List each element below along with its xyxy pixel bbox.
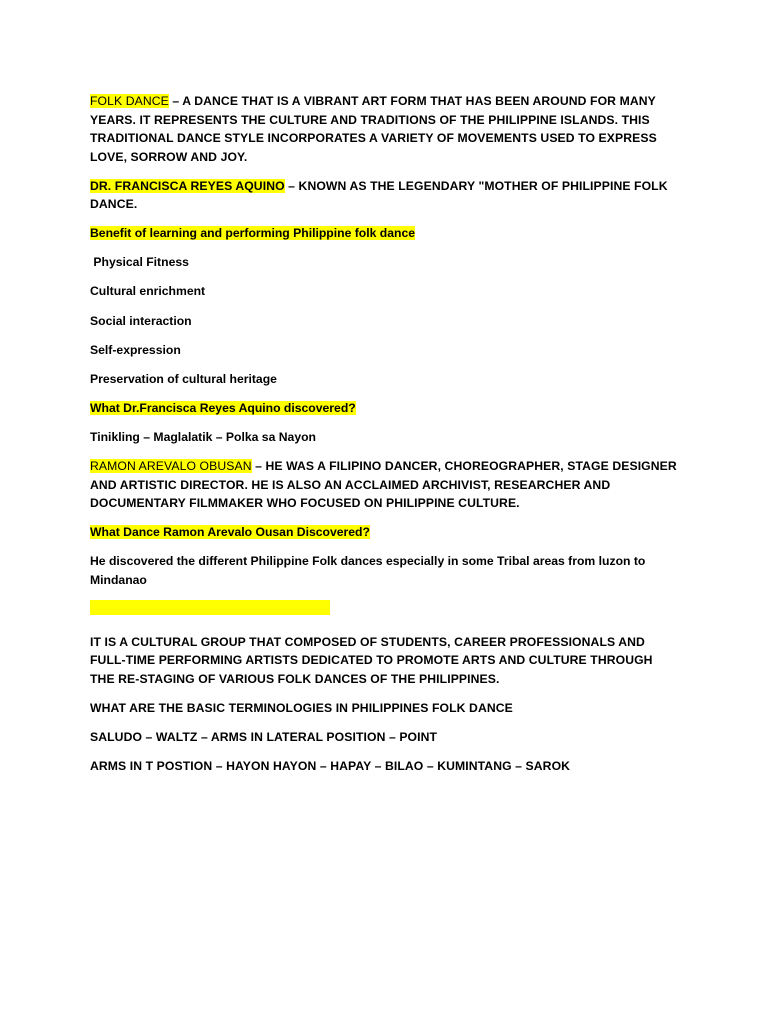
benefit-item: Social interaction xyxy=(90,313,192,328)
terminologies-heading: WHAT ARE THE BASIC TERMINOLOGIES IN PHILIPPINES FOLK DANCE xyxy=(90,700,513,715)
aquino-paragraph xyxy=(90,177,680,214)
obusan-paragraph xyxy=(90,457,680,513)
empty-highlight-bar xyxy=(90,600,330,615)
benefit-item: Preservation of cultural heritage xyxy=(90,372,277,387)
benefits-heading-line xyxy=(90,224,680,243)
obusan-definition: – HE WAS A FILIPINO DANCER, CHOREOGRAPHER, STAGE DESIGNER AND ARTISTIC DIRECTOR. HE IS ALSO AN ACCLAIMED ARCHIVIST, RESEARCHER AND DOCUMENTARY FILMMAKER WHO FOCUSED ON PHILIPPINE CULTURE. xyxy=(90,459,677,511)
folk-dance-paragraph xyxy=(90,92,680,166)
obusan-term: RAMON AREVALO OBUSAN xyxy=(90,459,252,474)
discovered-heading-line xyxy=(90,399,680,418)
benefits-heading: Benefit of learning and performing Philippine folk dance xyxy=(90,226,416,240)
folk-dance-term: FOLK DANCE xyxy=(90,94,169,108)
benefit-item: Physical Fitness xyxy=(90,255,189,269)
benefit-item: Cultural enrichment xyxy=(90,284,206,299)
cultural-group-paragraph: IT IS A CULTURAL GROUP THAT COMPOSED OF STUDENTS, CAREER PROFESSIONALS AND FULL-TIME PERFORMING ARTISTS DEDICATED TO PROMOTE ARTS AND CULTURE THROUGH THE RE-STAGING OF VARIOUS FOLK DANCES OF THE PHILIPPINES. xyxy=(90,634,653,686)
terminologies-line-2: ARMS IN T POSTION – HAYON HAYON – HAPAY – BILAO – KUMINTANG – SAROK xyxy=(90,758,571,773)
document-content xyxy=(90,92,680,786)
obusan-dance-answer: He discovered the different Philippine Folk dances especially in some Tribal areas from luzon to Mindanao xyxy=(90,554,646,587)
obusan-dance-heading: What Dance Ramon Arevalo Ousan Discovered? xyxy=(90,525,370,540)
folk-dance-definition: – A DANCE THAT IS A VIBRANT ART FORM THAT HAS BEEN AROUND FOR MANY YEARS. IT REPRESENTS THE CULTURE AND TRADITIONS OF THE PHILIPPINE ISLANDS. THIS TRADITIONAL DANCE STYLE INCORPORATES A VARIETY OF MOVEMENTS USED TO EXPRESS LOVE, SORROW AND JOY. xyxy=(90,94,657,164)
aquino-definition: – KNOWN AS THE LEGENDARY "MOTHER OF PHILIPPINE FOLK DANCE. xyxy=(90,178,668,211)
discovered-answer: Tinikling – Maglalatik – Polka sa Nayon xyxy=(90,430,316,445)
terminologies-line-1: SALUDO – WALTZ – ARMS IN LATERAL POSITION – POINT xyxy=(90,729,438,744)
benefit-item: Self-expression xyxy=(90,342,181,357)
obusan-dance-heading-line xyxy=(90,523,680,542)
aquino-term: DR. FRANCISCA REYES AQUINO xyxy=(90,178,285,193)
discovered-heading: What Dr.Francisca Reyes Aquino discovered? xyxy=(90,401,356,416)
